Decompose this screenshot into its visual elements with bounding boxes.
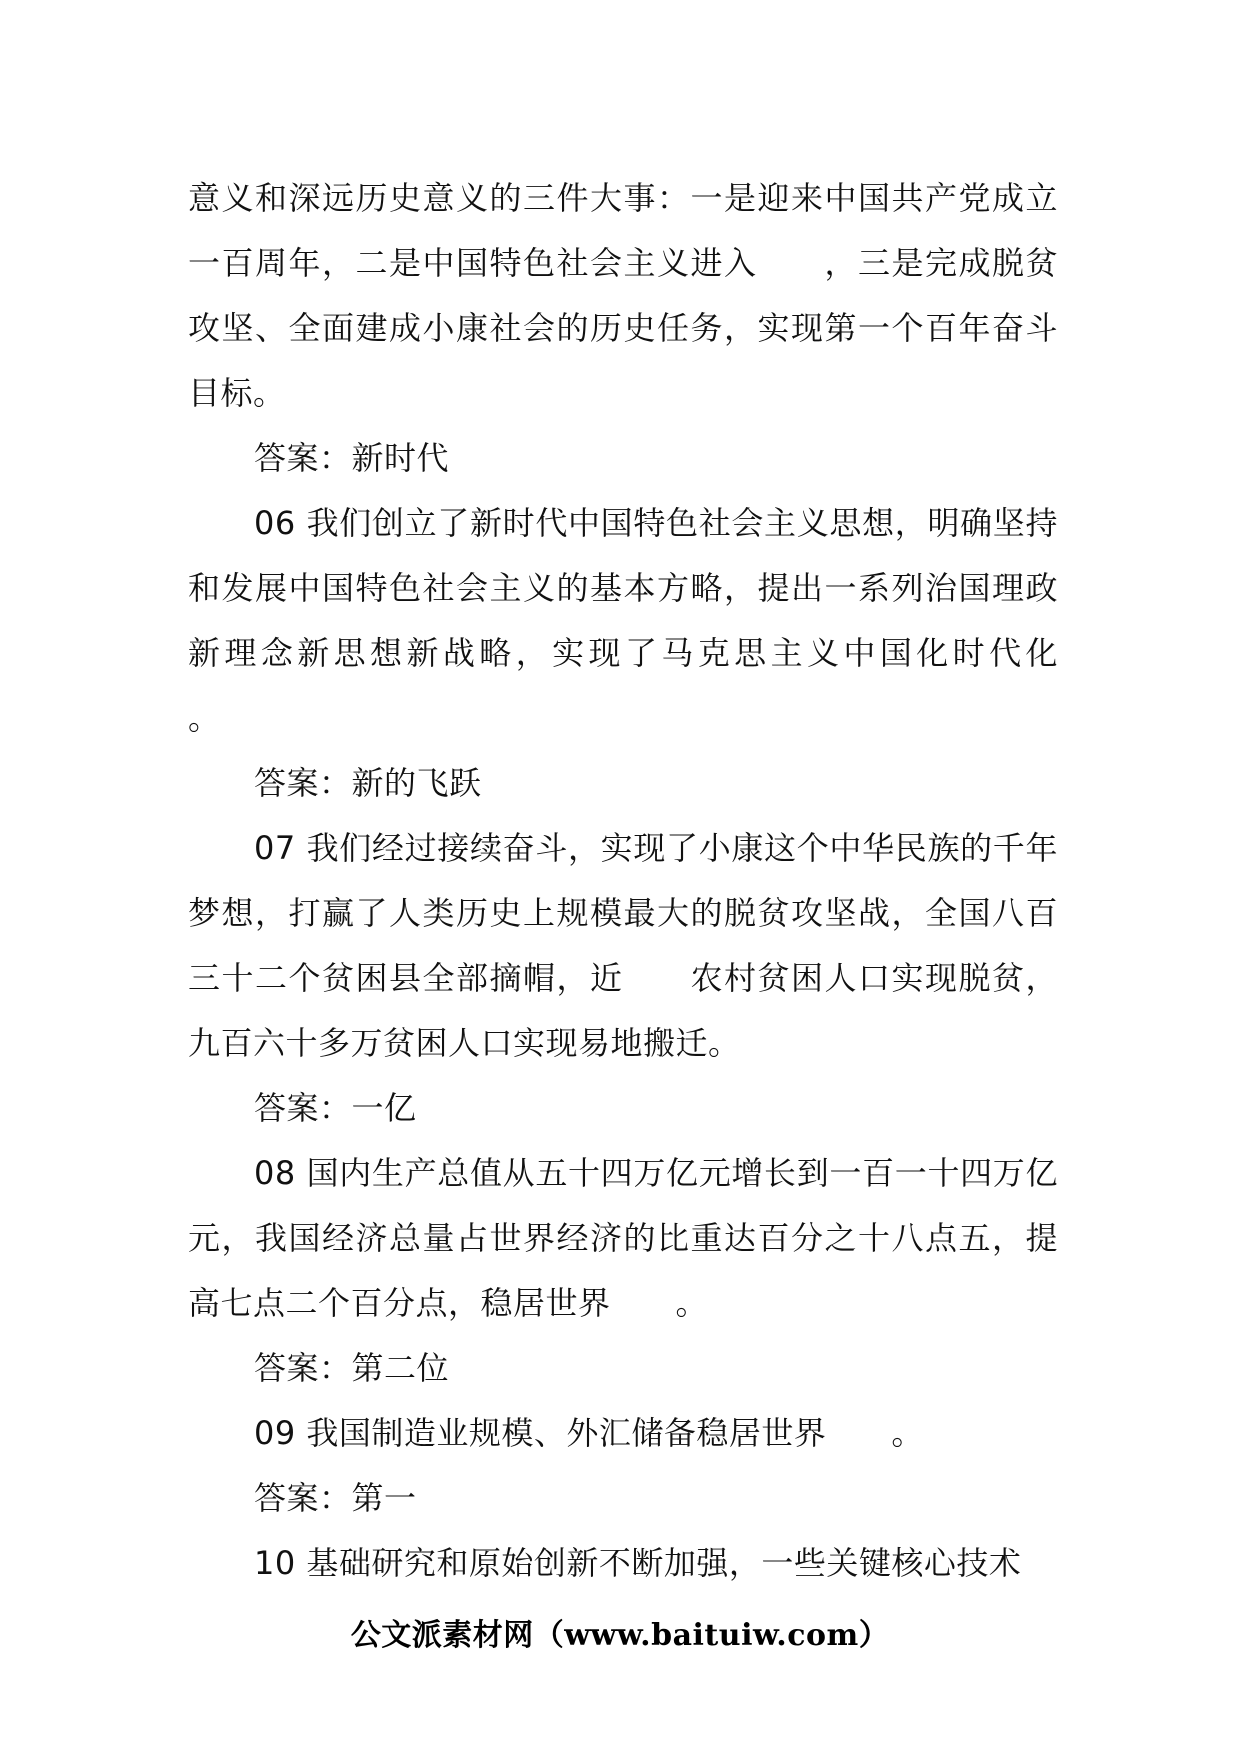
answer-line: 答案：第一 bbox=[254, 1479, 417, 1517]
question-10: 10 基础研究和原始创新不断加强，一些关键核心技术 bbox=[254, 1544, 1022, 1582]
question-07: 07 我们经过接续奋斗，实现了小康这个中华民族的千年梦想，打赢了人类历史上规模最大的脱贫攻坚战，全国八百三十二个贫困县全部摘帽，近 农村贫困人口实现脱贫，九百六十多万贫困人口实现易地搬迁。 bbox=[188, 829, 1058, 1062]
answer-line: 答案：一亿 bbox=[254, 1089, 417, 1127]
answer-line: 答案：第二位 bbox=[254, 1349, 450, 1387]
page-footer: 公文派素材网（www.baituiw.com） bbox=[350, 1618, 890, 1653]
question-06: 06 我们创立了新时代中国特色社会主义思想，明确坚持和发展中国特色社会主义的基本方略，提出一系列治国理政新理念新思想新战略，实现了马克思主义中国化时代化 。 bbox=[188, 504, 1124, 737]
document-body bbox=[188, 166, 1124, 1596]
question-08: 08 国内生产总值从五十四万亿元增长到一百一十四万亿元，我国经济总量占世界经济的比重达百分之十八点五，提高七点二个百分点，稳居世界 。 bbox=[188, 1154, 1058, 1322]
answer-line: 答案：新时代 bbox=[254, 439, 450, 477]
paragraph-continued: 意义和深远历史意义的三件大事：一是迎来中国共产党成立一百周年，二是中国特色社会主义进入 ，三是完成脱贫攻坚、全面建成小康社会的历史任务，实现第一个百年奋斗目标。 bbox=[188, 179, 1058, 412]
question-09: 09 我国制造业规模、外汇储备稳居世界 。 bbox=[254, 1414, 924, 1452]
answer-line: 答案：新的飞跃 bbox=[254, 764, 482, 802]
